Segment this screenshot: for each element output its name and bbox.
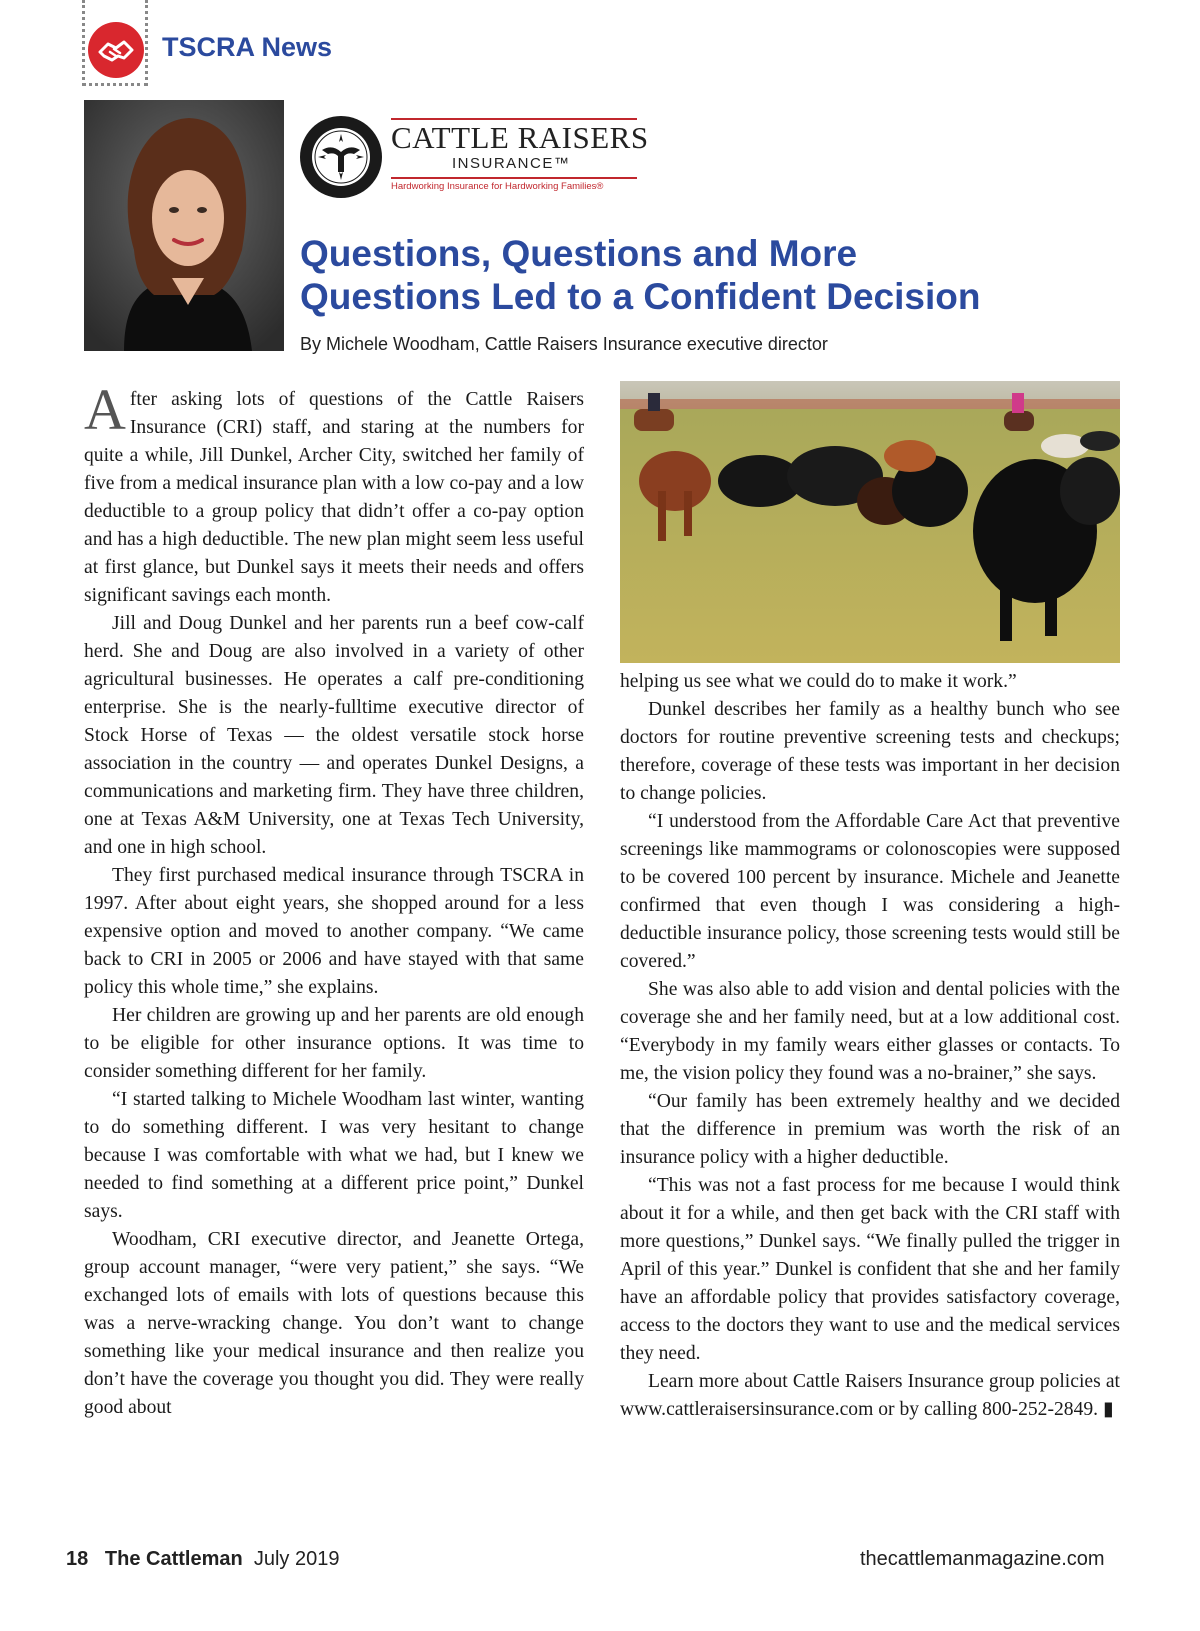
paragraph: “This was not a fast process for me because I would think about it for a while, and then get back with the CRI staff with more questions,” Dunkel says. “We finally pulled the trigger in April of this year.” Dunkel is confident that she and her family have an affordable policy that provides satisfactory coverage, access to the doctors they want to use and the medical services they need. (620, 1175, 1120, 1364)
section-title: TSCRA News (162, 32, 333, 62)
page-footer-left (66, 1548, 339, 1571)
paragraph: Woodham, CRI executive director, and Jeanette Ortega, group account manager, “were very patient,” she says. “We exchanged lots of emails with lots of questions because this was a nerve-wracking change. You don’t want to change something like your medical insurance and then realize you don’t have the coverage you thought you did. They were really good about (84, 1229, 584, 1418)
page-number: 18 (66, 1548, 89, 1570)
paragraph: “I understood from the Affordable Care Act that preventive screenings like mammograms or colonoscopies were supposed to be covered 100 percent by insurance. Michele and Jeanette confirmed that even though I was considering a high-deductible insurance policy, those screening tests would still be covered.” (620, 811, 1120, 972)
headline-line-1: Questions, Questions and More (300, 233, 858, 274)
cattle-raisers-seal-logo (298, 114, 384, 200)
author-portrait (84, 100, 284, 351)
magazine-name: The Cattleman (104, 1548, 243, 1570)
paragraph: She was also able to add vision and dental policies with the coverage she and her family need, but at a low additional cost. “Everybody in my family wears either glasses or contacts. To me, the vision policy they found was a no-brainer,” she says. (620, 979, 1120, 1084)
article-column-right (620, 668, 1120, 1424)
logo-subtitle: INSURANCE™ (452, 155, 571, 172)
article-byline: By Michele Woodham, Cattle Raisers Insurance executive director (300, 334, 828, 354)
magazine-website: thecattlemanmagazine.com (860, 1548, 1105, 1570)
issue-date: July 2019 (253, 1548, 340, 1570)
paragraph: Her children are growing up and her parents are old enough to be eligible for other insurance options. It was time to consider something different for her family. (84, 1005, 584, 1082)
article-column-left (84, 377, 584, 1422)
logo-tagline: Hardworking Insurance for Hardworking Families® (391, 181, 604, 192)
handshake-icon (88, 22, 144, 78)
paragraph: Jill and Doug Dunkel and her parents run a beef cow-calf herd. She and Doug are also involved in a variety of other agricultural businesses. He operates a calf pre-conditioning enterprise. She is the nearly-fulltime executive director of Stock Horse of Texas — the oldest versatile stock horse association in the country — and operates Dunkel Designs, a communications and marketing firm. They have three children, one at Texas A&M University, one at Texas Tech University, and one in high school. (84, 613, 584, 858)
paragraph: “I started talking to Michele Woodham last winter, wanting to do something different. I was very hesitant to change because I was comfortable with what we had, but I knew we needed to find something at a different price point,” Dunkel says. (84, 1089, 584, 1222)
cattle-herd-photo (620, 381, 1120, 663)
paragraph: Dunkel describes her family as a healthy bunch who see doctors for routine preventive screening tests and checkups; therefore, coverage of these tests was important in her decision to change policies. (620, 699, 1120, 804)
paragraph: “Our family has been extremely healthy and we decided that the difference in premium was worth the risk of an insurance policy with a higher deductible. (620, 1091, 1120, 1168)
paragraph: Learn more about Cattle Raisers Insurance group policies at www.cattleraisersinsurance.com or by calling 800-252-2849. ▮ (620, 1371, 1120, 1420)
article-headline (300, 232, 1180, 318)
logo-name: CATTLE RAISERS (391, 120, 649, 155)
paragraph: After asking lots of questions of the Cattle Raisers Insurance (CRI) staff, and staring at the numbers for quite a while, Jill Dunkel, Archer City, switched her family of five from a medical insurance plan with a low co-pay and a low deductible to a group policy that didn’t offer a co-pay option and has a high deductible. The new plan might seem less useful at first glance, but Dunkel says it meets their needs and offers significant savings each month. (84, 377, 584, 606)
paragraph: They first purchased medical insurance through TSCRA in 1997. After about eight years, she shopped around for a less expensive option and moved to another company. “We came back to CRI in 2005 or 2006 and have stayed with that same policy this whole time,” she explains. (84, 865, 584, 998)
logo-rule-bottom (391, 177, 637, 179)
headline-line-2: Questions Led to a Confident Decision (300, 276, 981, 317)
paragraph: helping us see what we could do to make it work.” (620, 671, 1017, 692)
drop-cap: A (84, 377, 126, 442)
